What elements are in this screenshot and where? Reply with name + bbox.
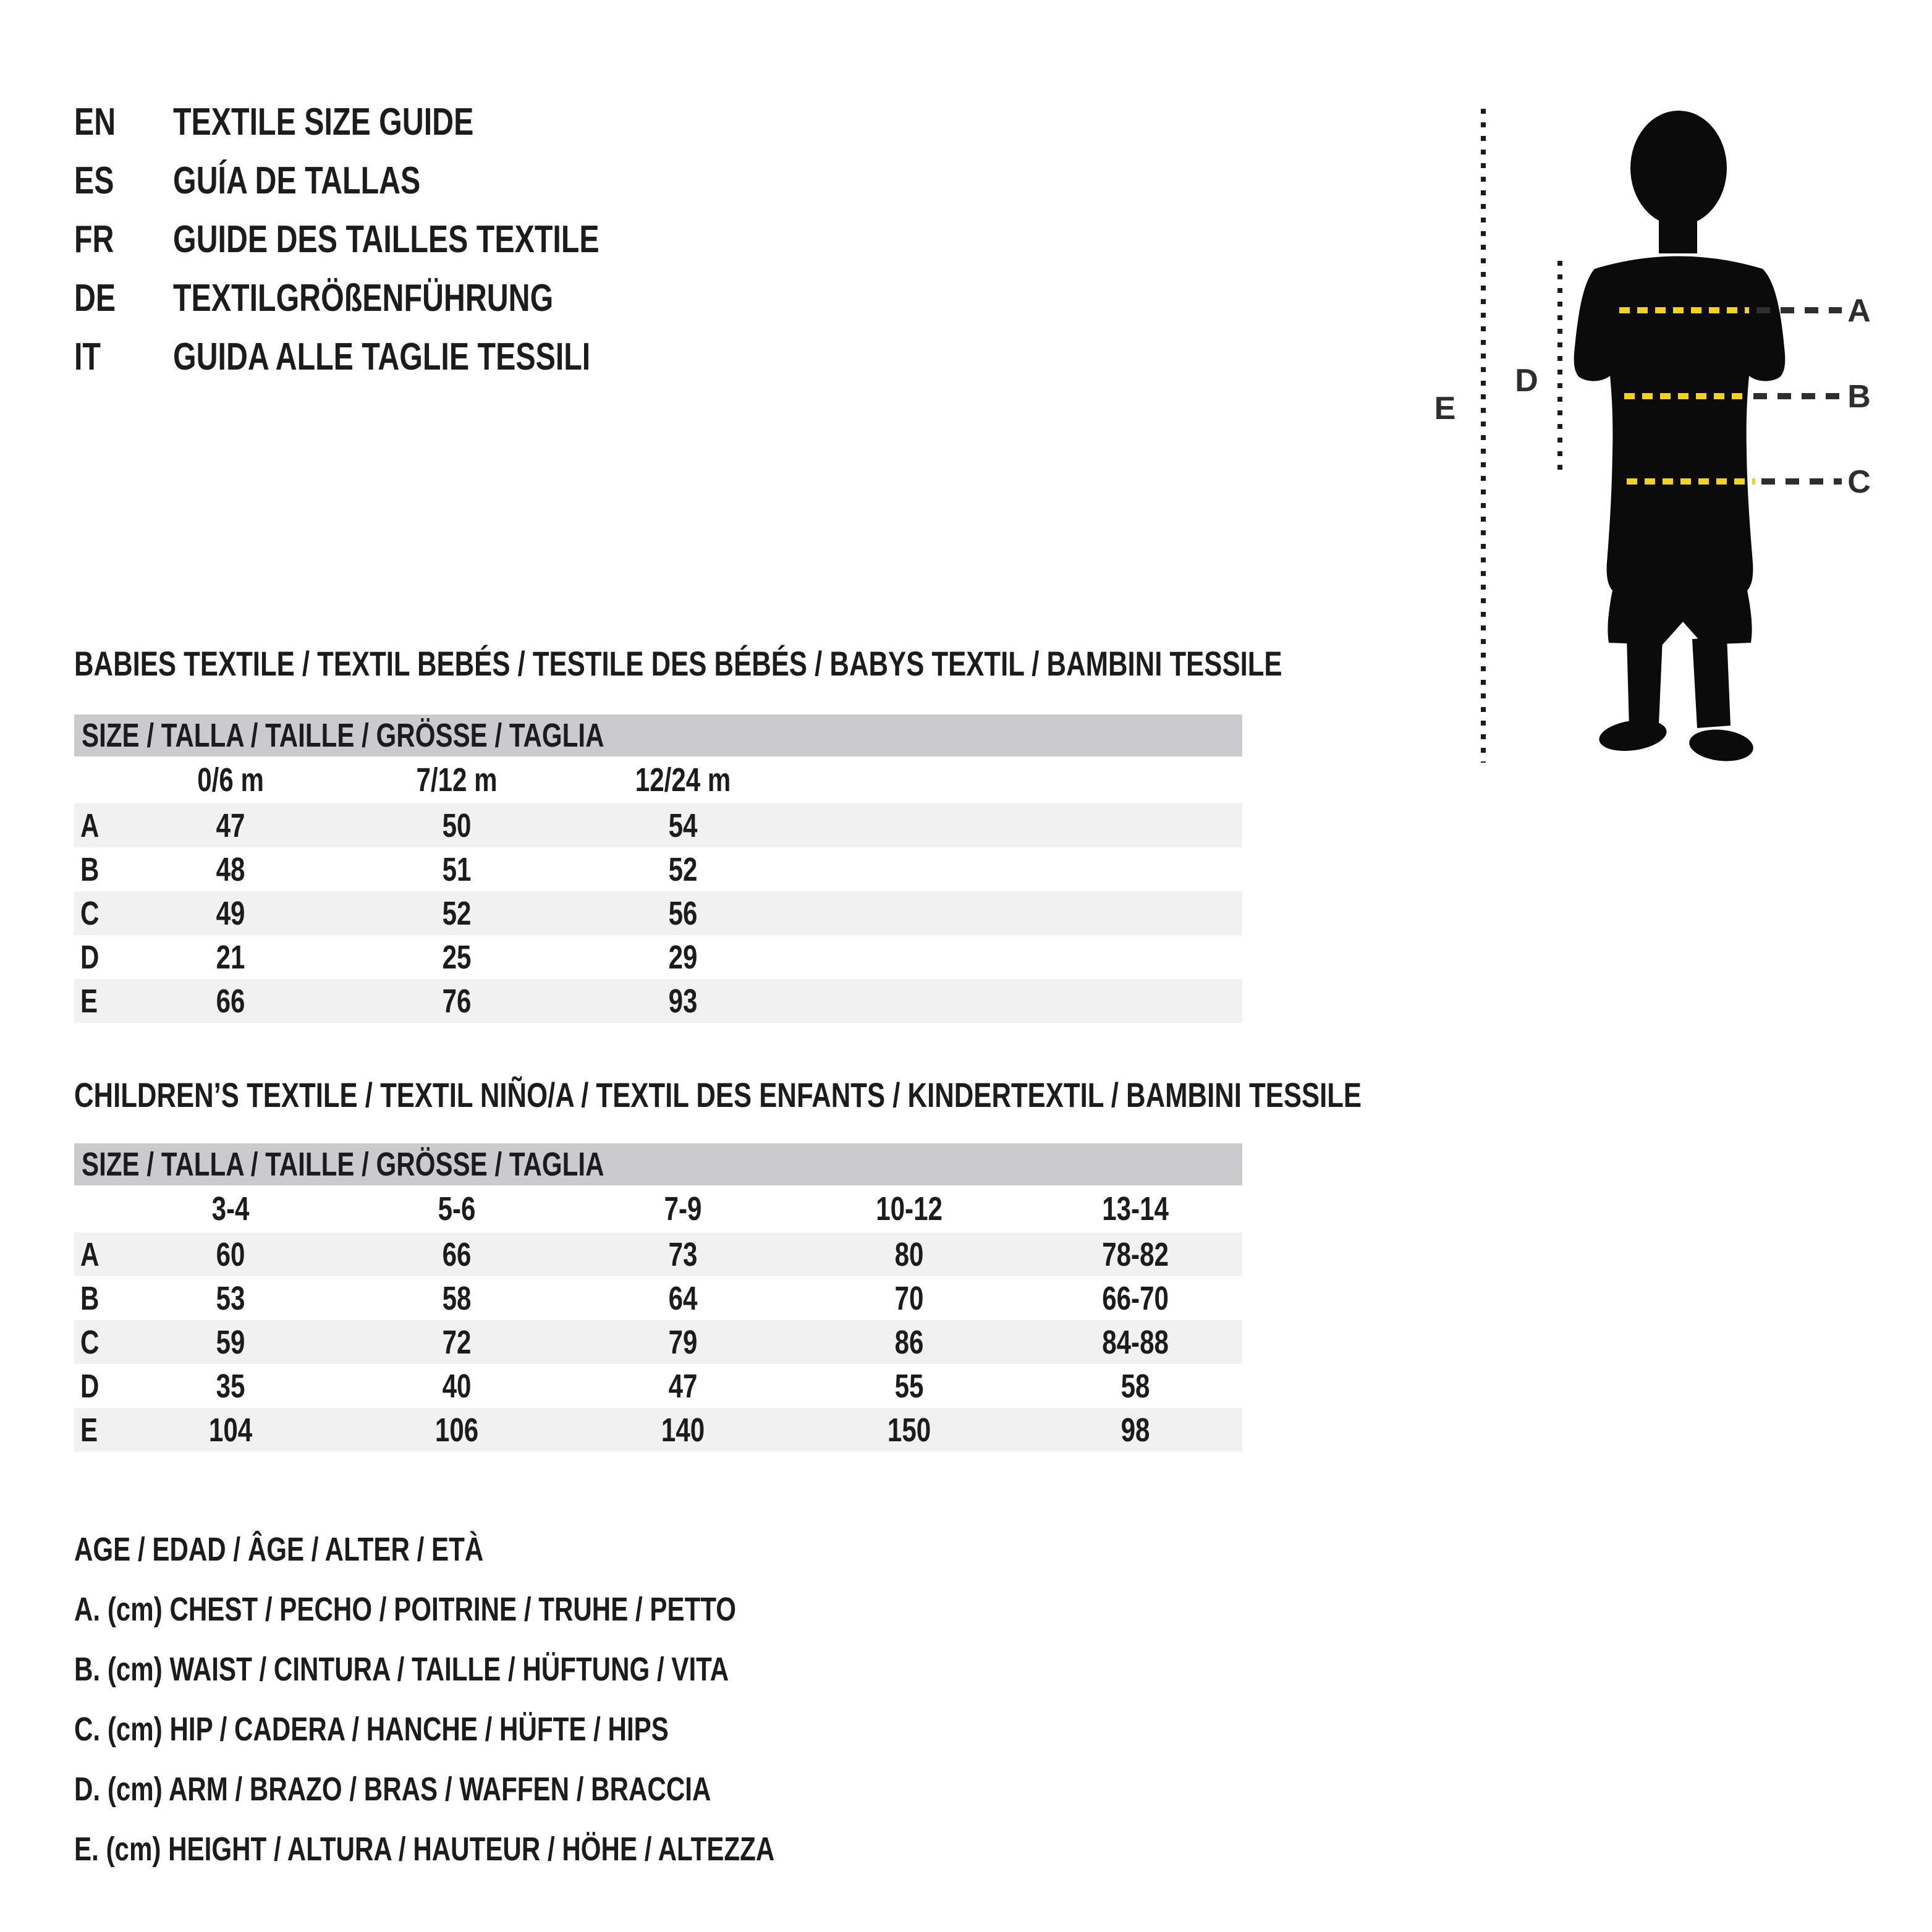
children-column-header: 3-4 xyxy=(211,1190,250,1227)
figure-label-d: D xyxy=(1515,363,1538,399)
figure-label-e: E xyxy=(1434,391,1456,426)
language-title-list xyxy=(74,93,719,386)
figure-label-c: C xyxy=(1847,464,1871,500)
silhouette-neck xyxy=(1659,204,1697,253)
children-table-row-a xyxy=(74,1232,1242,1276)
language-row-it xyxy=(74,328,719,386)
row-label: B xyxy=(80,850,100,888)
table-cell: 51 xyxy=(442,850,472,888)
language-code-es: ES xyxy=(74,159,114,202)
legend-hip-line xyxy=(74,1699,972,1759)
children-size-header-bar xyxy=(74,1143,1242,1185)
legend-age-text: AGE / EDAD / ÂGE / ALTER / ETÀ xyxy=(74,1530,484,1568)
language-code-de: DE xyxy=(74,277,116,320)
language-code-en: EN xyxy=(74,101,116,143)
table-cell: 93 xyxy=(668,982,698,1020)
table-cell: 78-82 xyxy=(1102,1235,1169,1273)
children-section-title-text: CHILDREN’S TEXTILE / TEXTIL NIÑO/A / TEXTIL DES ENFANTS / KINDERTEXTIL / BAMBINI TESSILE xyxy=(74,1075,1362,1114)
babies-table-row-b xyxy=(74,847,1242,891)
row-label: C xyxy=(80,894,100,932)
table-cell: 66 xyxy=(216,982,245,1020)
children-table-row-e xyxy=(74,1408,1242,1452)
table-cell: 70 xyxy=(894,1279,924,1317)
table-cell: 48 xyxy=(216,850,245,888)
table-cell: 80 xyxy=(894,1235,924,1273)
table-cell: 140 xyxy=(661,1411,705,1449)
language-code-it: IT xyxy=(74,336,101,378)
silhouette-right-shoe xyxy=(1688,727,1755,765)
children-section-title xyxy=(74,1075,1725,1115)
silhouette-right-leg xyxy=(1692,637,1731,728)
legend-arm-line xyxy=(74,1759,972,1819)
language-title-de: TEXTILGRÖßENFÜHRUNG xyxy=(173,277,554,320)
language-row-de xyxy=(74,269,719,328)
children-column-header: 5-6 xyxy=(438,1190,476,1227)
figure-label-b: B xyxy=(1847,379,1871,415)
children-table-row-b xyxy=(74,1276,1242,1320)
children-column-header-row xyxy=(74,1185,1242,1232)
legend-height-text: E. (cm) HEIGHT / ALTURA / HAUTEUR / HÖHE / ALTEZZA xyxy=(74,1830,775,1868)
children-column-header: 13-14 xyxy=(1102,1190,1169,1227)
table-cell: 47 xyxy=(216,807,245,844)
table-cell: 150 xyxy=(887,1411,931,1449)
table-cell: 59 xyxy=(216,1323,245,1361)
legend-chest-line xyxy=(74,1579,972,1639)
language-row-es xyxy=(74,151,719,210)
babies-column-header-row xyxy=(74,756,1242,803)
table-cell: 29 xyxy=(668,938,698,976)
child-measurement-figure-svg xyxy=(1409,93,1932,803)
row-label: E xyxy=(80,1411,98,1449)
table-cell: 84-88 xyxy=(1102,1323,1169,1361)
babies-section-title-text: BABIES TEXTILE / TEXTIL BEBÉS / TESTILE DES BÉBÉS / BABYS TEXTIL / BAMBINI TESSILE xyxy=(74,644,1282,683)
silhouette-left-leg xyxy=(1627,637,1663,728)
table-cell: 66-70 xyxy=(1102,1279,1169,1317)
babies-size-table xyxy=(74,714,1242,1023)
legend-waist-text: B. (cm) WAIST / CINTURA / TAILLE / HÜFTUNG / VITA xyxy=(74,1650,729,1688)
table-cell: 40 xyxy=(442,1367,472,1405)
table-cell: 58 xyxy=(442,1279,472,1317)
table-cell: 79 xyxy=(668,1323,698,1361)
table-cell: 55 xyxy=(894,1367,924,1405)
language-title-it: GUIDA ALLE TAGLIE TESSILI xyxy=(173,336,591,378)
legend-waist-line xyxy=(74,1639,972,1699)
table-cell: 35 xyxy=(216,1367,245,1405)
row-label: A xyxy=(80,1235,100,1273)
table-cell: 52 xyxy=(668,850,698,888)
table-cell: 47 xyxy=(668,1367,698,1405)
row-label: A xyxy=(80,807,100,844)
babies-size-header-bar xyxy=(74,714,1242,756)
table-cell: 98 xyxy=(1121,1411,1150,1449)
table-cell: 50 xyxy=(442,807,472,844)
table-cell: 21 xyxy=(216,938,245,976)
language-title-es: GUÍA DE TALLAS xyxy=(173,159,421,202)
table-cell: 49 xyxy=(216,894,245,932)
babies-size-header-text: SIZE / TALLA / TAILLE / GRÖSSE / TAGLIA xyxy=(82,717,604,754)
children-column-header: 7-9 xyxy=(664,1190,702,1227)
legend-arm-text: D. (cm) ARM / BRAZO / BRAS / WAFFEN / BRACCIA xyxy=(74,1770,711,1808)
table-cell: 60 xyxy=(216,1235,245,1273)
table-cell: 66 xyxy=(442,1235,472,1273)
children-table-row-d xyxy=(74,1364,1242,1408)
row-label: B xyxy=(80,1279,100,1317)
children-column-header: 10-12 xyxy=(876,1190,943,1227)
legend-chest-text: A. (cm) CHEST / PECHO / POITRINE / TRUHE / PETTO xyxy=(74,1590,737,1628)
measurement-legend xyxy=(74,1519,972,1879)
children-size-table xyxy=(74,1143,1242,1452)
table-cell: 56 xyxy=(668,894,698,932)
table-cell: 52 xyxy=(442,894,472,932)
child-measurement-figure xyxy=(1409,93,1932,803)
language-row-fr xyxy=(74,210,719,269)
babies-column-header: 12/24 m xyxy=(635,761,731,799)
language-title-fr: GUIDE DES TAILLES TEXTILE xyxy=(173,218,600,261)
children-table-row-c xyxy=(74,1320,1242,1364)
table-cell: 86 xyxy=(894,1323,924,1361)
table-cell: 106 xyxy=(434,1411,479,1449)
table-cell: 53 xyxy=(216,1279,245,1317)
table-cell: 25 xyxy=(442,938,472,976)
table-cell: 54 xyxy=(668,807,698,844)
table-cell: 73 xyxy=(668,1235,698,1273)
legend-age-line xyxy=(74,1519,972,1579)
legend-hip-text: C. (cm) HIP / CADERA / HANCHE / HÜFTE / HIPS xyxy=(74,1710,669,1748)
table-cell: 64 xyxy=(668,1279,698,1317)
babies-column-header: 0/6 m xyxy=(197,761,264,799)
table-cell: 104 xyxy=(208,1411,253,1449)
figure-label-a: A xyxy=(1847,293,1871,329)
table-cell: 76 xyxy=(442,982,472,1020)
silhouette-shorts xyxy=(1608,587,1752,645)
babies-table-row-c xyxy=(74,891,1242,935)
row-label: D xyxy=(80,1367,100,1405)
language-row-en xyxy=(74,93,719,151)
language-title-en: TEXTILE SIZE GUIDE xyxy=(173,101,474,143)
babies-table-row-a xyxy=(74,803,1242,847)
babies-section-title xyxy=(74,644,1623,684)
row-label: D xyxy=(80,938,100,976)
table-cell: 58 xyxy=(1121,1367,1150,1405)
legend-height-line xyxy=(74,1819,972,1879)
language-code-fr: FR xyxy=(74,218,114,261)
children-size-header-text: SIZE / TALLA / TAILLE / GRÖSSE / TAGLIA xyxy=(82,1146,604,1183)
babies-column-header: 7/12 m xyxy=(416,761,498,799)
row-label: C xyxy=(80,1323,100,1361)
babies-table-row-e xyxy=(74,979,1242,1023)
babies-table-row-d xyxy=(74,935,1242,979)
table-cell: 72 xyxy=(442,1323,472,1361)
row-label: E xyxy=(80,982,98,1020)
silhouette-torso xyxy=(1574,256,1786,594)
